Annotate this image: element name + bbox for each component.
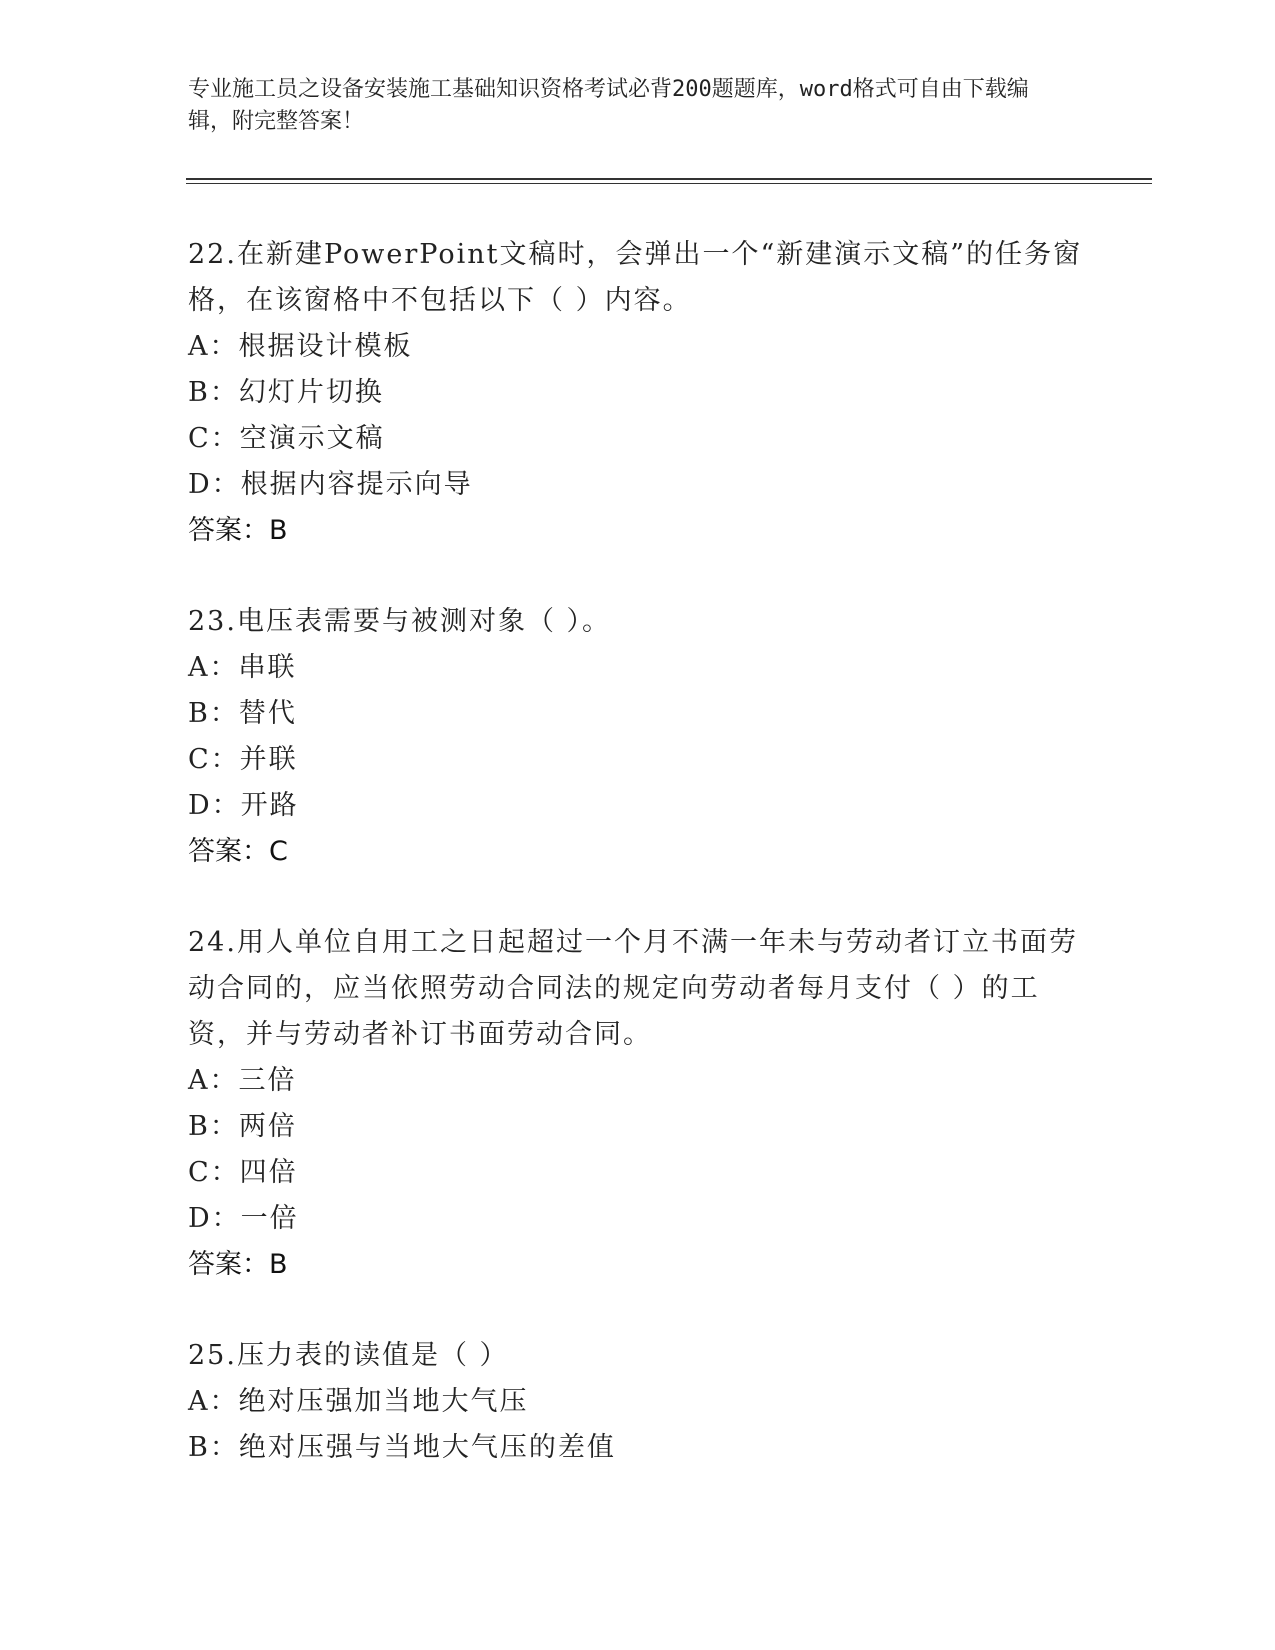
- option-d: D：一倍: [188, 1203, 299, 1234]
- option-a: A：串联: [188, 652, 297, 683]
- option-d: D：开路: [188, 790, 299, 821]
- answer: 答案：C: [188, 836, 288, 867]
- option-b: B：替代: [188, 698, 297, 729]
- option-a: A：根据设计模板: [188, 331, 413, 362]
- question-text: 24.用人单位自用工之日起超过一个月不满一年未与劳动者订立书面劳动合同的，应当依照劳动合同法的规定向劳动者每月支付（ ）的工资，并与劳动者补订书面劳动合同。: [188, 927, 1078, 1050]
- option-b: B：绝对压强与当地大气压的差值: [188, 1432, 616, 1463]
- question-text: 25.压力表的读值是（ ）: [188, 1340, 509, 1371]
- question-24: [188, 920, 1088, 1288]
- option-b: B：幻灯片切换: [188, 377, 384, 408]
- option-a: A：绝对压强加当地大气压: [188, 1386, 529, 1417]
- option-b: B：两倍: [188, 1111, 297, 1142]
- header-divider-thin: [186, 183, 1152, 184]
- question-23: [188, 599, 1088, 875]
- question-25: [188, 1333, 1088, 1471]
- question-text: 22.在新建PowerPoint文稿时，会弹出一个“新建演示文稿”的任务窗格，在该窗格中不包括以下（ ）内容。: [188, 239, 1083, 316]
- document-header: 专业施工员之设备安装施工基础知识资格考试必背200题题库，word格式可自由下载编辑，附完整答案！: [188, 77, 1029, 134]
- option-c: C：空演示文稿: [188, 423, 385, 454]
- header-divider: [186, 178, 1152, 180]
- option-c: C：并联: [188, 744, 298, 775]
- question-list: [188, 232, 1088, 1516]
- option-d: D：根据内容提示向导: [188, 469, 473, 500]
- option-a: A：三倍: [188, 1065, 297, 1096]
- question-22: [188, 232, 1088, 554]
- answer: 答案：B: [188, 515, 288, 546]
- option-c: C：四倍: [188, 1157, 298, 1188]
- question-text: 23.电压表需要与被测对象（ ）。: [188, 606, 612, 637]
- answer: 答案：B: [188, 1249, 288, 1280]
